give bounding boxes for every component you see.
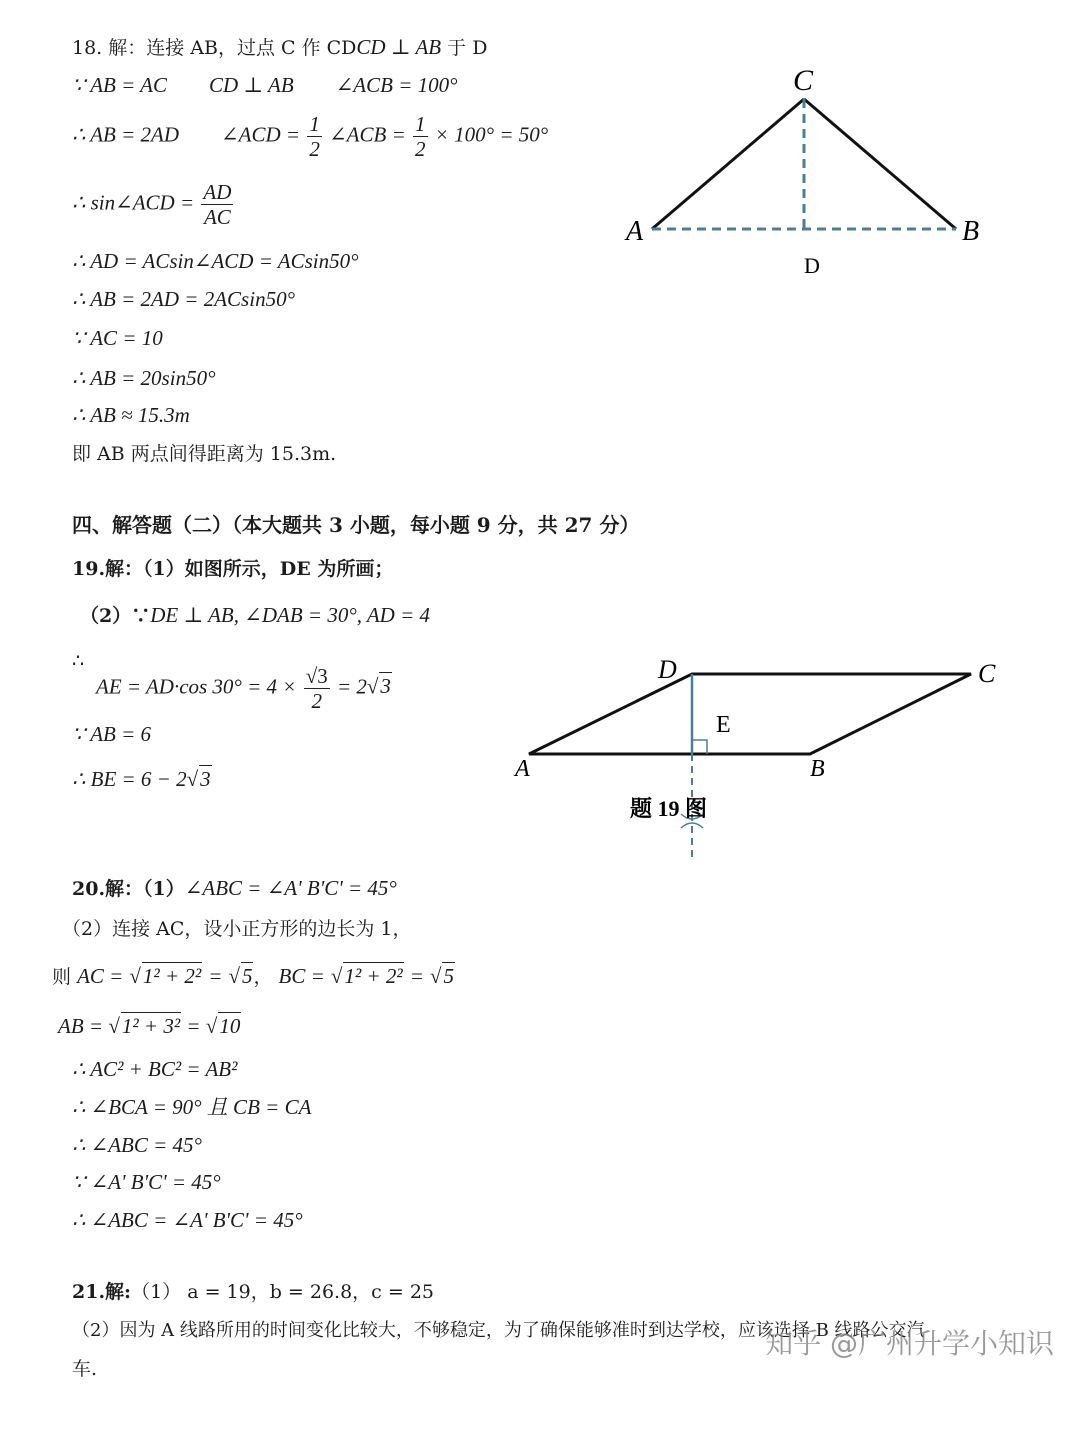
q20-line-9: ∴ ∠ABC = ∠A' B'C' = 45° [72, 1208, 303, 1232]
q18-intro: 18. 解：连接 AB，过点 C 作 CDCD ⊥ AB 于 D [72, 35, 488, 59]
q18-line-1: ∵ AB = AC CD ⊥ AB ∠ACB = 100° [72, 73, 458, 97]
label-a: A [626, 216, 644, 247]
q19-line-4: AE = AD·cos 30° = 4 × $\frac{√3}{2}$ = 2√3 [96, 664, 391, 713]
q21-line-3: 车. [72, 1358, 98, 1380]
label-b: B [962, 216, 980, 247]
q21-line-2: （2）因为 A 线路所用的时间变化比较大，不够稳定，为了确保能够准时到达学校，应该选择 B 线路公交汽 [72, 1320, 925, 1341]
fraction-half: $\frac{1}{2}$ [309, 112, 320, 161]
q18-line-7: ∴ AB = 20sin50° [72, 366, 216, 390]
q18-line-3: ∴ sin∠ACD = $\frac{AD}{AC}$ [72, 180, 232, 229]
label-c: C [978, 659, 996, 688]
q20-line-7: ∴ ∠ABC = 45° [72, 1133, 202, 1157]
q18-line-5: ∴ AB = 2AD = 2ACsin50° [72, 287, 295, 311]
q20-line-2: （2）连接 AC，设小正方形的边长为 1， [62, 918, 412, 940]
q20-line-3: 则 AC = √1² + 2² = √5， BC = √1² + 2² = √5 [52, 964, 454, 988]
label-c: C [793, 64, 814, 97]
q20-line-5: ∴ AC² + BC² = AB² [72, 1057, 238, 1081]
q18-line-2: ∴ AB = 2AD ∠ACD = $\frac{1}{2}$ ∠ACB = $\frac{1}{2}$ × 100° = 50° [72, 112, 549, 161]
label-d: D [804, 253, 820, 278]
fraction-root3-over-2: $\frac{√3}{2}$ [305, 664, 328, 713]
section-4-heading: 四、解答题（二）（本大题共 3 小题，每小题 9 分，共 27 分） [72, 513, 640, 537]
q21-line-1: 21.解:（1） a = 19，b = 26.8，c = 25 [72, 1281, 434, 1303]
label-e: E [716, 712, 731, 738]
q19-line-2: （2）∵DE ⊥ AB, ∠DAB = 30°, AD = 4 [80, 603, 431, 627]
q19-line-5: ∵ AB = 6 [72, 722, 152, 746]
q18-line-4: ∴ AD = ACsin∠ACD = ACsin50° [72, 249, 359, 273]
q19-line-3: ∴ [72, 650, 85, 672]
q20-line-8: ∵ ∠A' B'C' = 45° [72, 1170, 221, 1194]
q18-line-8: ∴ AB ≈ 15.3m [72, 403, 190, 427]
figure-19 [505, 650, 1015, 865]
segment-ac [652, 99, 804, 229]
q20-line-4: AB = √1² + 3² = √10 [58, 1014, 241, 1038]
q18-conclusion: 即 AB 两点间得距离为 15.3m. [72, 443, 337, 465]
label-b: B [810, 756, 825, 782]
watermark: 知乎 @广州升学小知识 [765, 1327, 1054, 1360]
segment-cb [804, 99, 956, 229]
label-a: A [515, 756, 530, 782]
label-d: D [658, 655, 677, 684]
right-angle-mark [692, 740, 707, 754]
q19-line-1: 19.解：（1）如图所示，DE 为所画； [72, 558, 394, 580]
fraction-half: $\frac{1}{2}$ [415, 112, 426, 161]
q19-line-6: ∴ BE = 6 − 2√3 [72, 767, 211, 791]
q18-line-6: ∵ AC = 10 [72, 326, 163, 350]
figure-caption: 题 19 图 [630, 796, 708, 821]
fraction-ad-ac: $\frac{AD}{AC}$ [203, 180, 232, 229]
q20-line-6: ∴ ∠BCA = 90° 且 CB = CA [72, 1095, 312, 1119]
figure-18 [600, 55, 1020, 285]
q20-line-1: 20.解：（1）∠ABC = ∠A' B'C' = 45° [72, 876, 397, 900]
parallelogram-abcd [529, 674, 971, 754]
